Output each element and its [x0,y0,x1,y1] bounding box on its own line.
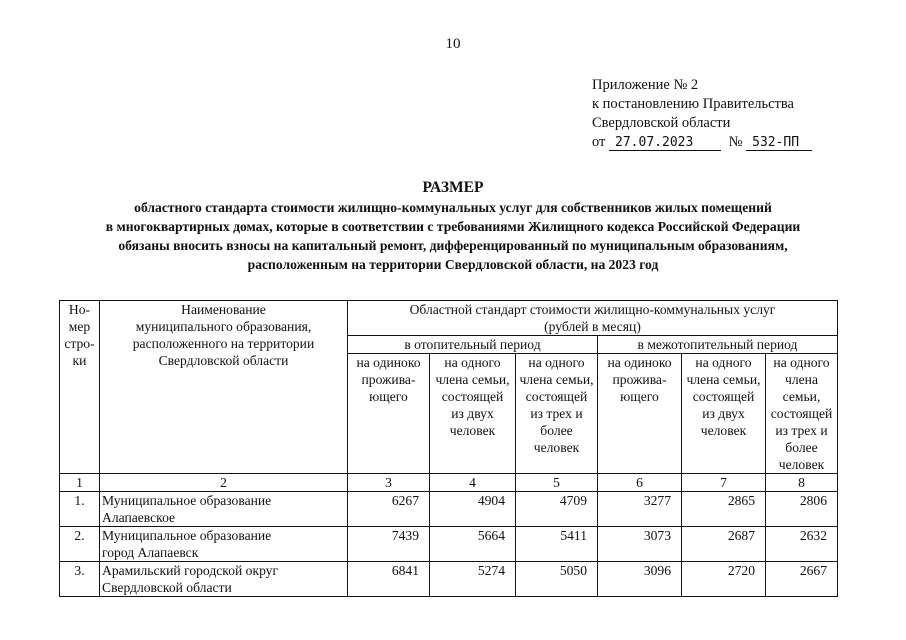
title-heading: РАЗМЕР [422,179,484,196]
value-cell: 3073 [598,527,682,562]
appendix-line-2: к постановлению Правительства [592,96,794,112]
from-prefix: от [592,134,606,150]
decree-date: 27.07.2023 [609,135,721,151]
col-number: 2 [100,474,348,492]
row-number: 3. [60,562,100,597]
value-cell: 7439 [348,527,430,562]
municipality-name: Муниципальное образование Алапаевское [100,492,348,527]
municipality-name: Муниципальное образование город Алапаевск [100,527,348,562]
value-cell: 2865 [682,492,766,527]
title-line-1: областного стандарта стоимости жилищно-коммунальных услуг для собственников жилых помещений [134,200,772,215]
value-cell: 2720 [682,562,766,597]
value-cell: 3096 [598,562,682,597]
header-row-number: Но- мер стро- ки [60,301,100,474]
value-cell: 4709 [516,492,598,527]
header-row-1 [60,301,838,336]
col-number: 1 [60,474,100,492]
title-line-2: в многоквартирных домах, которые в соответствии с требованиями Жилищного кодекса Российской Федерации [105,219,801,234]
table-row [60,527,838,562]
header-col-4: на одного члена семьи, состоящей из двух человек [430,354,516,474]
title-line-3: обязаны вносить взносы на капитальный ремонт, дифференцированный по муниципальным образованиям, [118,238,788,253]
page-number: 10 [445,36,461,52]
number-prefix: № [728,134,743,150]
value-cell: 2667 [766,562,838,597]
standards-table [59,300,838,597]
appendix-line-1: Приложение № 2 [592,77,699,93]
value-cell: 4904 [430,492,516,527]
appendix-date-line [592,133,812,152]
value-cell: 3277 [598,492,682,527]
table-row [60,492,838,527]
table-row [60,562,838,597]
title-line-4: расположенным на территории Свердловской области, на 2023 год [247,257,659,272]
header-standard: Областной стандарт стоимости жилищно-коммунальных услуг (рублей в месяц) [348,301,838,336]
col-number: 3 [348,474,430,492]
appendix-line-3: Свердловской области [592,115,731,131]
municipality-name: Арамильский городской округ Свердловской области [100,562,348,597]
value-cell: 2806 [766,492,838,527]
row-number: 1. [60,492,100,527]
header-col-8: на одного члена семьи, состоящей из трех и более человек [766,354,838,474]
col-number: 6 [598,474,682,492]
value-cell: 2687 [682,527,766,562]
value-cell: 6267 [348,492,430,527]
header-col-3: на одиноко прожива- ющего [348,354,430,474]
decree-number: 532-ПП [746,135,812,151]
col-number: 4 [430,474,516,492]
value-cell: 5050 [516,562,598,597]
header-non-heating-period: в межотопительный период [598,336,838,354]
document-title [30,178,876,274]
value-cell: 5411 [516,527,598,562]
value-cell: 6841 [348,562,430,597]
header-col-5: на одного члена семьи, состоящей из трех и более человек [516,354,598,474]
col-number: 5 [516,474,598,492]
header-col-6: на одиноко прожива- ющего [598,354,682,474]
value-cell: 2632 [766,527,838,562]
header-heating-period: в отопительный период [348,336,598,354]
row-number: 2. [60,527,100,562]
column-numbers-row [60,474,838,492]
col-number: 7 [682,474,766,492]
header-municipality-name: Наименование муниципального образования, расположенного на территории Свердловской области [100,301,348,474]
appendix-block [592,76,812,152]
value-cell: 5274 [430,562,516,597]
value-cell: 5664 [430,527,516,562]
col-number: 8 [766,474,838,492]
header-col-7: на одного члена семьи, состоящей из двух человек [682,354,766,474]
